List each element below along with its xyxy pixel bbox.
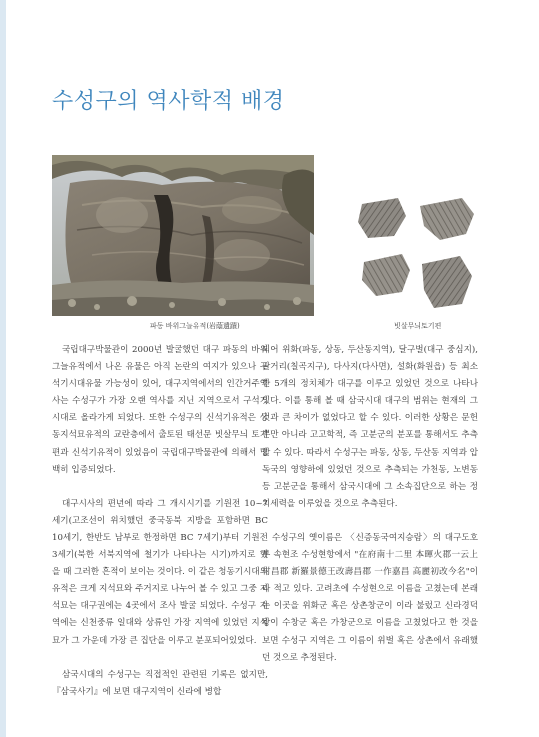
right-text-column xyxy=(262,342,478,667)
page-title: 수성구의 역사학적 배경 xyxy=(52,89,285,114)
paragraph: 대구시사의 편년에 따라 그 개시시기를 기원전 10~7세기(고조선이 위치했던 중국동북 지방을 포함하면 BC 10세기, 한반도 남부로 한정하면 BC 7세기)부터 기원전 3세기(북한 서북지역에 철기가 나타나는 시기)까지로 했을 때 그러한 흔적이 보이는 것이다. 이 같은 청동기시대의 유적은 크게 지석묘와 주거지로 나누어 볼 수 있고 그중 지석묘는 대구권에는 4곳에서 조사 발굴 되었다. 수성구 지역에는 신천중류 일대와 상류인 가장 지역에 있었던 지석묘가 그 가운데 가장 큰 집단을 이루고 분포되어있었다. xyxy=(52,498,268,646)
page-edge-strip xyxy=(0,0,6,737)
pottery-sherds-photo xyxy=(354,196,478,316)
rock-shelter-photo xyxy=(52,155,314,316)
left-text-column xyxy=(52,342,268,701)
paragraph: 국립대구박물관이 2000년 발굴했던 대구 파동의 바위그늘유적에서 나온 유물은 아직 논란의 여지가 있으나 구석기시대유물 가능성이 있어, 대구지역에서의 인간거주역사는 수성구가 가장 오랜 역사를 지닌 지역으로서 구석기시대로 올라가게 되었다. 또한 수성구의 신석기유적은 상동지석묘유적의 교란층에서 출토된 태선문 빗살무늬 토기편과 신석기유적이 있었음이 국립대구박물관에 의해서 명백히 입증되었다. xyxy=(52,345,268,475)
paragraph: 삼국시대의 수성구는 직접적인 관련된 기록은 없지만, 『삼국사기』에 보면 대구지역이 신라에 병합 xyxy=(52,669,268,697)
paragraph: 되어 위화(파동, 상동, 두산동지역), 달구벌(대구 중심지), 팔거리(칠곡지구), 다사지(다사면), 설화(화원읍) 등 최소한 5개의 정치체가 대구를 이루고 있었던 것으로 나타나 있다. 이를 통해 볼 때 삼국시대 대구의 범위는 현재의 그것과 큰 차이가 없었다고 할 수 있다. 이러한 상황은 문헌뿐만 아니라 고고학적, 즉 고분군의 분포를 통해서도 추측할 수 있다. 따라서 수성구는 파동, 상동, 두산동 지역과 압독국의 영향하에 있었던 것으로 추측되는 가천동, 노변동 등 고분군을 통해서 삼국시대에 그 소속집단으로 하는 정치세력을 이루었을 것으로 추측된다. xyxy=(262,345,478,509)
pottery-caption: 빗살무늬토기편 xyxy=(394,322,442,330)
paragraph: 수성구의 옛이름은 〈신증동국여지승람〉의 대구도호부 속현조 수성현항에서 "在府南十二里 本暉火郡一云上村昌郡 新羅景德王改壽昌郡 一作嘉昌 高麗初改今名"이라 적고 있다. 고려초에 수성현으로 이름을 고쳤는데 본래는 이곳을 위화군 혹은 상촌창군이 이라 불렀고 신라경덕왕이 수창군 혹은 가창군으로 이름을 고쳤었다고 한 것을 보면 수성구 지역은 그 이름이 위벌 혹은 상촌에서 유래했던 것으로 추정된다. xyxy=(262,532,478,663)
rock-shelter-caption: 파동 바위그늘유적(岩蔭遺蹟) xyxy=(150,322,240,330)
